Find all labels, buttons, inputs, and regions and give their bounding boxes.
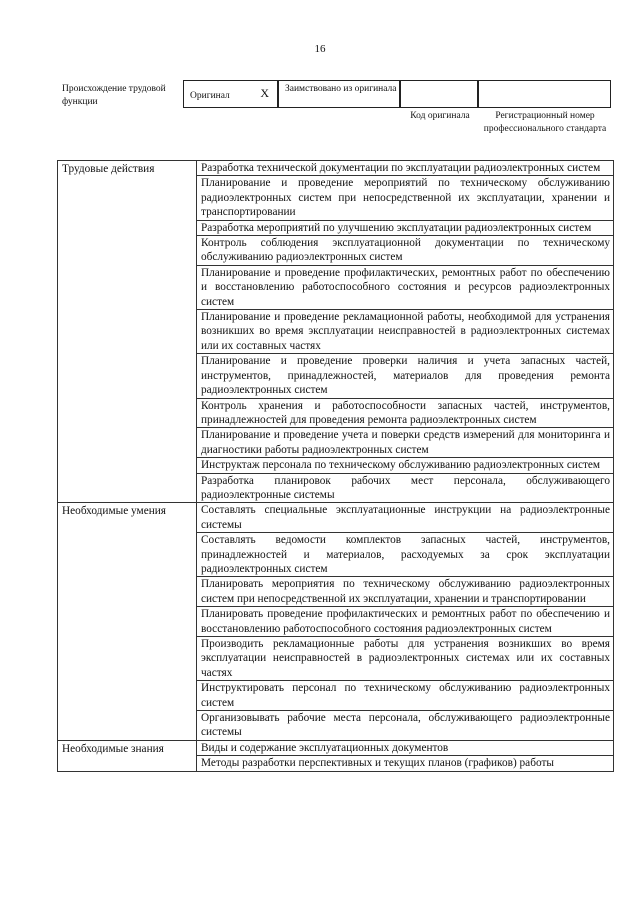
registration-number-cell	[478, 80, 611, 108]
table-cell-item	[197, 681, 614, 711]
borrowed-cell	[278, 80, 400, 108]
item-text: Планирование и проведение проверки наличия и учета запасных частей, инструментов, принадлежностей, материалов для проведения ремонта радиоэлектронных систем	[201, 355, 610, 397]
item-text: Контроль хранения и работоспособности запасных частей, инструментов, принадлежностей для проведения ремонта радиоэлектронных систем	[201, 399, 610, 426]
item-text: Организовывать рабочие места персонала, обслуживающего радиоэлектронные системы	[201, 712, 610, 739]
table-cell-item	[197, 354, 614, 398]
borrowed-label: Заимствовано из оригинала	[285, 84, 397, 94]
registration-number-caption: Регистрационный номер профессионального стандарта	[483, 111, 607, 134]
original-label: Оригинал	[190, 91, 230, 101]
original-mark: X	[260, 86, 269, 100]
table-cell-item	[197, 176, 614, 220]
table-cell-item	[197, 265, 614, 309]
table-row	[58, 740, 614, 755]
item-text: Составлять ведомости комплектов запасных частей, инструментов, принадлежностей и материалов, расходуемых за срок эксплуатации радиоэлектронных систем	[201, 534, 610, 575]
item-text: Инструктировать персонал по техническому обслуживанию радиоэлектронных систем	[201, 682, 610, 709]
code-caption: Код оригинала	[410, 111, 470, 121]
item-text: Планирование и проведение мероприятий по техническому обслуживанию радиоэлектронных систем при непосредственной их эксплуатации, хранении и транспортировании	[201, 177, 610, 219]
item-text: Контроль соблюдения эксплуатационной документации по техническому обслуживанию радиоэлектронных систем	[201, 237, 610, 264]
table-row	[58, 503, 614, 533]
section-title: Трудовые действия	[58, 161, 197, 503]
table-cell-item	[197, 161, 614, 176]
item-text: Планировать мероприятия по техническому обслуживанию радиоэлектронных систем при непосредственной их эксплуатации, хранении и транспортировании	[201, 578, 610, 605]
table-cell-item	[197, 310, 614, 354]
origin-label: Происхождение трудовой функции	[62, 84, 166, 107]
item-text: Разработка технической документации по эксплуатации радиоэлектронных систем	[201, 162, 601, 174]
table-cell-item	[197, 458, 614, 473]
item-text: Методы разработки перспективных и текущих планов (графиков) работы	[201, 757, 554, 770]
table-cell-item	[197, 607, 614, 637]
table-cell-item	[197, 711, 614, 741]
table-cell-item	[197, 503, 614, 533]
code-cell	[400, 80, 478, 108]
section-title: Необходимые знания	[58, 740, 197, 771]
table-cell-item	[197, 220, 614, 235]
table-cell-item	[197, 577, 614, 607]
item-text: Виды и содержание эксплуатационных документов	[201, 741, 449, 754]
table-cell-item	[197, 428, 614, 458]
table-cell-item	[197, 756, 614, 771]
item-text: Планирование и проведение учета и поверки средств измерений для мониторинга и диагностики работы радиоэлектронных систем	[201, 429, 610, 456]
item-text: Разработка мероприятий по улучшению эксплуатации радиоэлектронных систем	[201, 221, 592, 234]
item-text: Производить рекламационные работы для устранения возникших во время эксплуатации неисправностей в радиоэлектронных системах или их составных частях	[201, 638, 610, 679]
section-title: Необходимые умения	[58, 503, 197, 741]
table-cell-item	[197, 473, 614, 503]
item-text: Планирование и проведение профилактических, ремонтных работ по обеспечению и восстановлению работоспособного состояния и ресурсов радиоэлектронных систем	[201, 266, 610, 308]
item-text: Инструктаж персонала по техническому обслуживанию радиоэлектронных систем	[201, 459, 601, 472]
table-row	[58, 161, 614, 176]
item-text: Планировать проведение профилактических и ремонтных работ по обеспечению и восстановлению работоспособного состояния радиоэлектронных систем	[201, 608, 610, 635]
table-cell-item	[197, 637, 614, 681]
table-cell-item	[197, 398, 614, 428]
labor-function-table	[57, 160, 614, 772]
table-cell-item	[197, 236, 614, 266]
page-number: 16	[314, 43, 326, 55]
item-text: Разработка планировок рабочих мест персонала, обслуживающего радиоэлектронные системы	[201, 474, 610, 501]
table-cell-item	[197, 533, 614, 577]
item-text: Составлять специальные эксплуатационные инструкции на радиоэлектронные системы	[201, 504, 610, 531]
original-cell	[183, 80, 278, 108]
table-cell-item	[197, 740, 614, 755]
item-text: Планирование и проведение рекламационной работы, необходимой для устранения возникших во время эксплуатации неисправностей в радиоэлектронных системах или их составных частях	[201, 311, 610, 352]
